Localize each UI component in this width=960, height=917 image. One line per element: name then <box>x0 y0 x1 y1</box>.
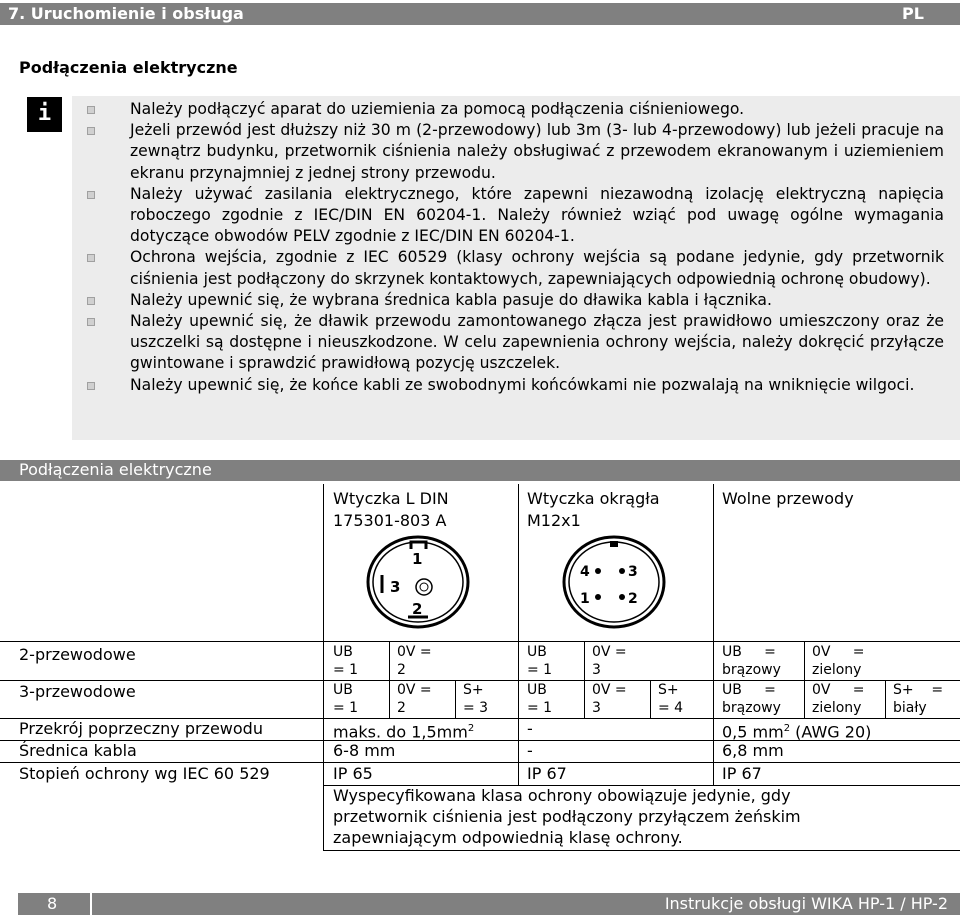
cell-text: = 1 <box>527 662 553 678</box>
table-divider <box>518 641 519 785</box>
table-divider <box>804 641 805 718</box>
bullet-square-icon <box>87 297 95 305</box>
cell-text: = 1 <box>333 662 359 678</box>
table-title: Podłączenia elektryczne <box>19 460 212 479</box>
cell-text: = 3 <box>463 700 489 716</box>
row-label-cross-section: Przekrój poprzeczny przewodu <box>19 719 263 738</box>
table-divider <box>713 641 714 785</box>
cell-text: 0V = <box>812 682 865 698</box>
row-label-2wire: 2-przewodowe <box>19 645 136 664</box>
cell-text: IP 65 <box>333 764 373 783</box>
page-number: 8 <box>47 894 58 913</box>
cell-text: 6-8 mm <box>333 741 396 760</box>
bullet-item: Należy podłączyć aparat do uziemienia za pomocą podłączenia ciśnieniowego. <box>130 99 944 120</box>
row-label-diameter: Średnica kabla <box>19 741 137 760</box>
cell-text: = 4 <box>658 700 684 716</box>
table-divider <box>323 641 324 850</box>
table-divider <box>0 641 960 642</box>
free-wires-header: Wolne przewody <box>722 489 854 508</box>
row-label-protection: Stopień ochrony wg IEC 60 529 <box>19 764 270 783</box>
din-pin-label: 2 <box>412 600 423 618</box>
m12-pin-label: 1 <box>580 591 590 607</box>
din-pin-label: 3 <box>390 578 401 596</box>
safety-bullets <box>130 99 944 396</box>
cell-text: zielony <box>812 662 862 678</box>
cell-text: S+ <box>463 682 484 698</box>
bullet-item: Należy używać zasilania elektrycznego, które zapewni niezawodną izolację elektryczną napięcia roboczego zgodnie z IEC/DIN EN 60204-1. Należy również wziąć pod uwagę ogólne wymagania dotyczące obwodów PELV zgodnie z IEC/DIN EN 60204-1. <box>130 184 944 248</box>
bullet-item: Należy upewnić się, że końce kabli ze swobodnymi końcówkami nie pozwalają na wniknięcie wilgoci. <box>130 375 944 396</box>
bullet-item: Należy upewnić się, że dławik przewodu zamontowanego złącza jest prawidłowo umieszczony oraz że uszczelki są dostępne i nieuszkodzone. W celu zapewnienia ochrony wejścia, należy dokręcić przyłącze gwintowane i sprawdzić prawidłową pozycję uszczelek. <box>130 311 944 375</box>
cell-text: IP 67 <box>527 764 567 783</box>
m12-pin-label: 2 <box>628 591 638 607</box>
protection-note-line: przetwornik ciśnienia jest podłączony przyłączem żeńskim <box>333 807 801 826</box>
cell-text: 0V = <box>812 644 865 660</box>
cell-text: brązowy <box>722 700 781 716</box>
din-pin-label: 1 <box>412 550 423 568</box>
table-divider <box>518 484 519 641</box>
table-divider <box>713 484 714 641</box>
bullet-item: Należy upewnić się, że wybrana średnica kabla pasuje do dławika kabla i łącznika. <box>130 290 944 311</box>
cell-text: 0V = <box>592 644 627 660</box>
cell-text: 2 <box>397 662 406 678</box>
din-connector-diagram <box>366 535 470 629</box>
chapter-title: 7. Uruchomienie i obsługa <box>8 4 244 23</box>
cell-text: maks. do $1,5mm^2$ <box>333 722 475 742</box>
cell-text: 3 <box>592 700 601 716</box>
cell-text: 2 <box>397 700 406 716</box>
cell-text: zielony <box>812 700 862 716</box>
table-divider <box>584 641 585 718</box>
bullet-item: Jeżeli przewód jest dłuższy niż 30 m (2-przewodowy) lub 3m (3- lub 4-przewodowy) lub jeżeli pracuje na zewnątrz budynku, przetwornik ciśnienia należy obsługiwać z przewodem ekranowanym i uziemieniem ekranu przynajmniej z jednej strony przewodu. <box>130 120 944 184</box>
m12-pin-label: 3 <box>628 564 638 580</box>
m12-header-line2: M12x1 <box>527 511 581 530</box>
cell-text: 0V = <box>397 644 432 660</box>
cell-text: S+ = <box>893 682 944 698</box>
m12-connector-diagram <box>562 535 666 629</box>
table-divider <box>389 641 390 718</box>
cell-text: IP 67 <box>722 764 762 783</box>
protection-note-line: Wyspecyfikowana klasa ochrony obowiązuje jedynie, gdy <box>333 786 791 805</box>
cell-text: 0V = <box>592 682 627 698</box>
cell-text: - <box>527 741 533 760</box>
bullet-square-icon <box>87 127 95 135</box>
bullet-square-icon <box>87 106 95 114</box>
row-label-3wire: 3-przewodowe <box>19 682 136 701</box>
cell-text: 0V = <box>397 682 432 698</box>
section-heading: Podłączenia elektryczne <box>19 58 238 77</box>
info-icon: i <box>27 97 62 132</box>
cell-text: UB <box>527 644 547 660</box>
document-title: Instrukcje obsługi WIKA HP-1 / HP-2 <box>664 894 948 913</box>
language-code: PL <box>902 4 924 23</box>
chapter-header <box>0 3 960 25</box>
table-divider <box>323 850 960 851</box>
cell-text: 0,5 $mm^2$ (AWG 20) <box>722 722 872 742</box>
protection-note-line: zapewniającym odpowiednią klasę ochrony. <box>333 828 683 847</box>
cell-text: UB <box>527 682 547 698</box>
m12-header-line1: Wtyczka okrągła <box>527 489 660 508</box>
cell-text: 6,8 mm <box>722 741 784 760</box>
m12-pin-label: 4 <box>580 564 590 580</box>
din-header-line1: Wtyczka L DIN <box>333 489 449 508</box>
table-title-bar <box>0 460 960 481</box>
cell-text: = 1 <box>527 700 553 716</box>
cell-text: UB = <box>722 682 776 698</box>
bullet-square-icon <box>87 191 95 199</box>
cell-text: UB <box>333 682 353 698</box>
cell-text: 3 <box>592 662 601 678</box>
bullet-square-icon <box>87 318 95 326</box>
cell-text: = 1 <box>333 700 359 716</box>
table-divider <box>650 680 651 718</box>
cell-text: biały <box>893 700 927 716</box>
table-divider <box>323 484 324 641</box>
bullet-square-icon <box>87 254 95 262</box>
footer-divider <box>90 893 92 915</box>
table-divider <box>885 680 886 718</box>
cell-text: - <box>527 719 533 738</box>
cell-text: S+ <box>658 682 679 698</box>
cell-text: brązowy <box>722 662 781 678</box>
din-header-line2: 175301-803 A <box>333 511 447 530</box>
cell-text: UB <box>333 644 353 660</box>
cell-text: UB = <box>722 644 776 660</box>
bullet-item: Ochrona wejścia, zgodnie z IEC 60529 (klasy ochrony wejścia są podane jedynie, gdy przetwornik ciśnienia jest podłączony do skrzynek kontaktowych, zapewniających odpowiednią ochronę obudowy). <box>130 247 944 289</box>
page-footer <box>18 893 960 915</box>
table-divider <box>0 762 960 763</box>
bullet-square-icon <box>87 382 95 390</box>
table-divider <box>455 680 456 718</box>
